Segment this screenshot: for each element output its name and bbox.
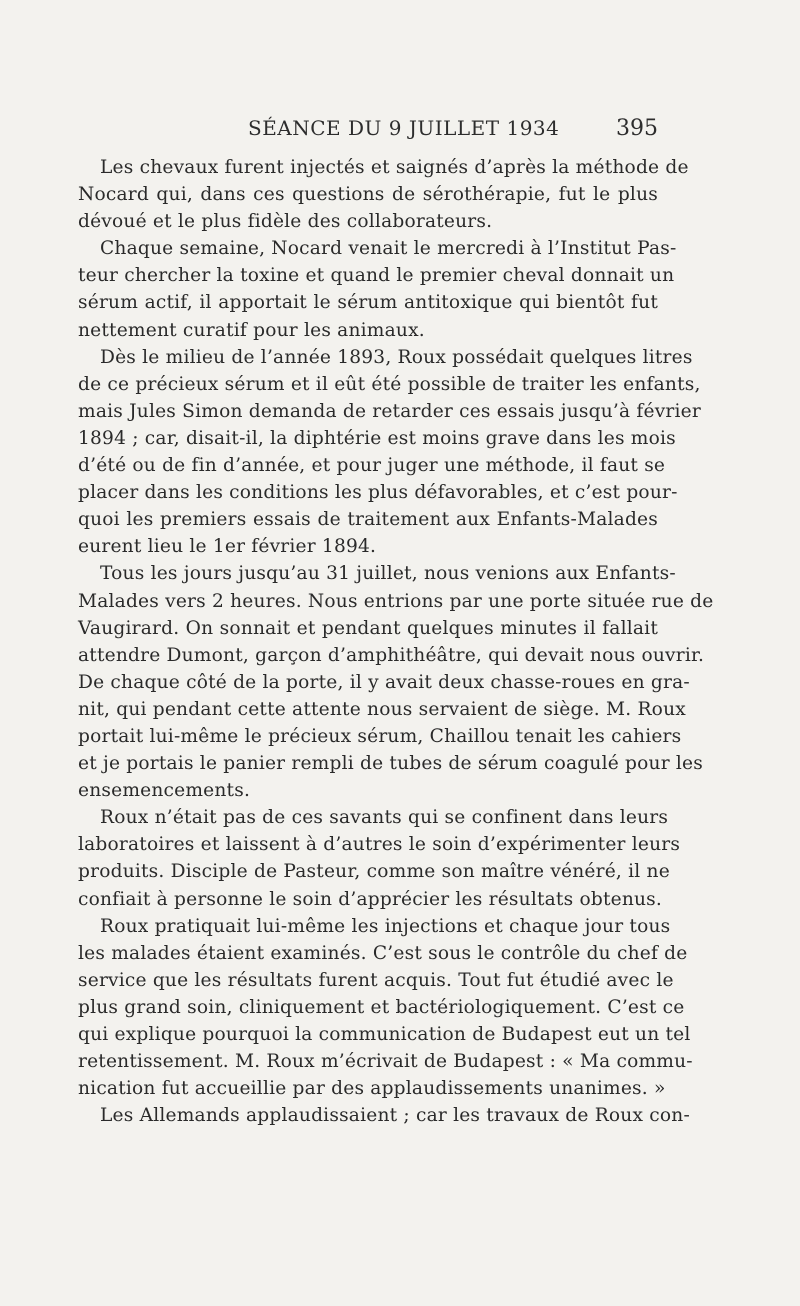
text-line: qui explique pourquoi la communication de Budapest eut un tel: [78, 1024, 691, 1045]
text-line: nit, qui pendant cette attente nous servaient de siège. M. Roux: [78, 698, 686, 720]
text-line: retentissement. M. Roux m’écrivait de Budapest : « Ma commu-: [78, 1051, 693, 1073]
text-line: teur chercher la toxine et quand le premier cheval donnait un: [78, 265, 675, 287]
text-line: Malades vers 2 heures. Nous entrions par une porte située rue de: [78, 590, 714, 612]
text-line: quoi les premiers essais de traitement aux Enfants-Malades: [78, 509, 658, 531]
text-line: nication fut accueillie par des applaudissements unanimes. »: [78, 1078, 666, 1100]
text-line: les malades étaient examinés. C’est sous le contrôle du chef de: [78, 942, 688, 964]
text-line: dévoué et le plus fidèle des collaborateurs.: [78, 211, 493, 233]
text-line: Roux pratiquait lui-même les injections et chaque jour tous: [100, 915, 671, 937]
text-line: Tous les jours jusqu’au 31 juillet, nous venions aux Enfants-: [100, 563, 676, 585]
text-line: 1894 ; car, disait-il, la diphtérie est moins grave dans les mois: [78, 427, 676, 449]
text-line: ensemencements.: [78, 780, 251, 802]
text-line: De chaque côté de la porte, il y avait deux chasse-roues en gra-: [78, 671, 690, 693]
text-line: Vaugirard. On sonnait et pendant quelques minutes il fallait: [78, 617, 658, 639]
text-line: produits. Disciple de Pasteur, comme son maître vénéré, il ne: [78, 861, 670, 883]
text-line: plus grand soin, cliniquement et bactériologiquement. C’est ce: [78, 996, 685, 1018]
text-line: eurent lieu le 1er février 1894.: [78, 536, 377, 558]
text-line: placer dans les conditions les plus défavorables, et c’est pour-: [78, 482, 678, 504]
text-line: Chaque semaine, Nocard venait le mercredi à l’Institut Pas-: [100, 238, 677, 260]
text-line: d’été ou de fin d’année, et pour juger une méthode, il faut se: [78, 455, 666, 477]
text-line: Nocard qui, dans ces questions de sérothérapie, fut le plus: [78, 184, 658, 206]
text-line: Roux n’était pas de ces savants qui se confinent dans leurs: [100, 807, 669, 829]
paragraph-daily-visits: [78, 560, 714, 804]
running-header: [78, 114, 658, 144]
text-line: Les Allemands applaudissaient ; car les travaux de Roux con-: [100, 1105, 690, 1127]
text-line: et je portais le panier rempli de tubes de sérum coagulé pour les: [78, 753, 703, 775]
paragraph-horses: [78, 154, 689, 235]
paragraph-roux-savant: [78, 804, 681, 912]
text-line: Les chevaux furent injectés et saignés d’après la méthode de: [100, 157, 689, 178]
paragraph-1893: [78, 344, 701, 561]
text-line: Dès le milieu de l’année 1893, Roux possédait quelques litres: [100, 346, 693, 368]
text-line: de ce précieux sérum et il eût été possible de traiter les enfants,: [78, 373, 701, 395]
text-line: sérum actif, il apportait le sérum antitoxique qui bientôt fut: [78, 292, 658, 314]
paragraph-injections: [78, 913, 693, 1103]
text-line: confiait à personne le soin d’apprécier les résultats obtenus.: [78, 888, 663, 910]
text-line: portait lui-même le précieux sérum, Chaillou tenait les cahiers: [78, 725, 682, 747]
text-line: service que les résultats furent acquis. Tout fut étudié avec le: [78, 969, 674, 991]
running-title: SÉANCE DU 9 JUILLET 1934: [248, 116, 560, 140]
paragraph-nocard: [78, 235, 677, 343]
text-line: attendre Dumont, garçon d’amphithéâtre, qui devait nous ouvrir.: [78, 644, 705, 666]
body-text: [78, 154, 714, 1129]
text-line: mais Jules Simon demanda de retarder ces essais jusqu’à février: [78, 400, 701, 422]
text-line: laboratoires et laissent à d’autres le soin d’expérimenter leurs: [78, 834, 681, 856]
page-number: 395: [616, 116, 658, 141]
text-line: nettement curatif pour les animaux.: [78, 319, 425, 341]
paragraph-allemands: [78, 1102, 690, 1129]
